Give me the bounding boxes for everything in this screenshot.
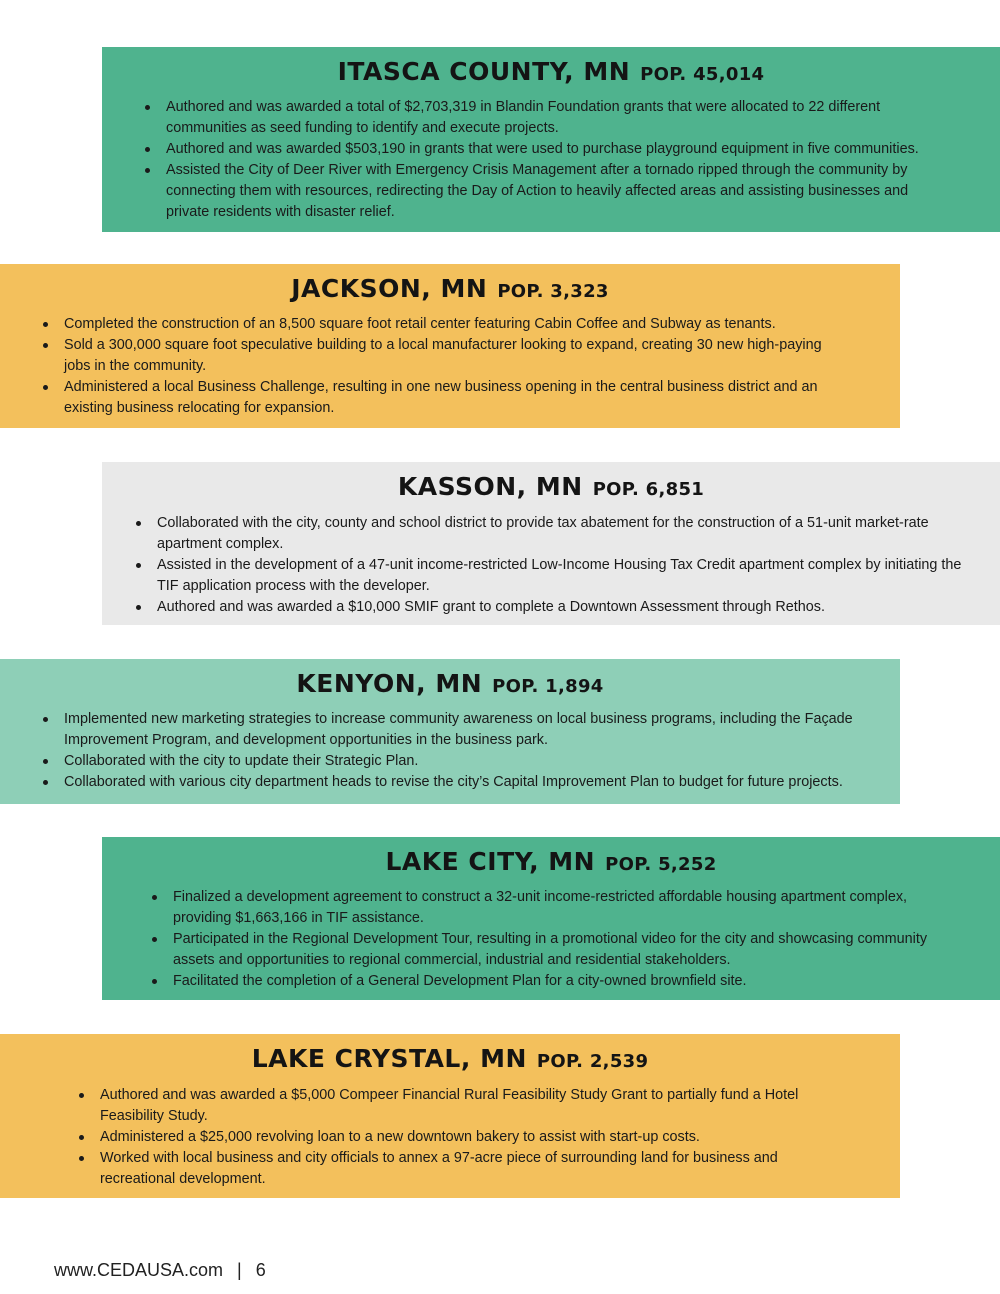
list-item: Authored and was awarded $503,190 in grants that were used to purchase playground equipment in five communities. [144, 139, 944, 160]
footer-separator: | [237, 1260, 242, 1280]
section-title: ITASCA COUNTY, MN [337, 57, 631, 86]
bullet-list [135, 513, 965, 618]
section-title: KENYON, MN [296, 669, 483, 698]
list-item: Participated in the Regional Development Tour, resulting in a promotional video for the city and showcasing community assets and opportunities to regional commercial, industrial and residential stakeholders. [151, 929, 951, 971]
section-heading [102, 847, 1000, 876]
section-kenyon [0, 659, 900, 804]
section-title: KASSON, MN [397, 472, 583, 501]
list-item: Collaborated with various city department heads to revise the city’s Capital Improvement Plan to budget for future projects. [42, 772, 862, 793]
section-title: JACKSON, MN [291, 274, 488, 303]
list-item: Collaborated with the city to update their Strategic Plan. [42, 751, 862, 772]
list-item: Completed the construction of an 8,500 square foot retail center featuring Cabin Coffee and Subway as tenants. [42, 314, 842, 335]
section-heading [0, 1044, 900, 1073]
bullet-list [144, 97, 944, 223]
section-lake-city [102, 837, 1000, 1000]
list-item: Administered a local Business Challenge, resulting in one new business opening in the central business district and an existing business relocating for expansion. [42, 377, 842, 419]
list-item: Authored and was awarded a $5,000 Compeer Financial Rural Feasibility Study Grant to partially fund a Hotel Feasibility Study. [78, 1085, 838, 1127]
bullet-list [42, 709, 862, 793]
list-item: Assisted in the development of a 47-unit income-restricted Low-Income Housing Tax Credit apartment complex by initiating the TIF application process with the developer. [135, 555, 965, 597]
list-item: Assisted the City of Deer River with Emergency Crisis Management after a tornado ripped through the community by connecting them with resources, redirecting the Day of Action to heavily affected areas and assisting businesses and private residents with disaster relief. [144, 160, 944, 223]
list-item: Facilitated the completion of a General Development Plan for a city-owned brownfield site. [151, 971, 951, 992]
page-number: 6 [255, 1260, 266, 1280]
section-jackson [0, 264, 900, 428]
list-item: Collaborated with the city, county and school district to provide tax abatement for the construction of a 51-unit market-rate apartment complex. [135, 513, 965, 555]
section-heading [0, 274, 900, 303]
section-population: POP. 45,014 [640, 64, 765, 85]
section-title: LAKE CITY, MN [385, 847, 596, 876]
section-kasson [102, 462, 1000, 625]
list-item: Authored and was awarded a total of $2,703,319 in Blandin Foundation grants that were allocated to 22 different communities as seed funding to identify and execute projects. [144, 97, 944, 139]
section-heading [0, 669, 900, 698]
section-population: POP. 3,323 [497, 281, 609, 302]
section-population: POP. 6,851 [592, 479, 705, 500]
section-population: POP. 1,894 [492, 676, 604, 697]
website-link[interactable]: www.CEDAUSA.com [54, 1260, 224, 1280]
section-lake-crystal [0, 1034, 900, 1198]
section-title: LAKE CRYSTAL, MN [251, 1044, 527, 1073]
list-item: Authored and was awarded a $10,000 SMIF grant to complete a Downtown Assessment through Rethos. [135, 597, 965, 618]
bullet-list [78, 1085, 838, 1190]
list-item: Administered a $25,000 revolving loan to a new downtown bakery to assist with start-up costs. [78, 1127, 838, 1148]
section-population: POP. 5,252 [605, 854, 717, 875]
list-item: Worked with local business and city officials to annex a 97-acre piece of surrounding land for business and recreational development. [78, 1148, 838, 1190]
bullet-list [151, 887, 951, 992]
section-heading [102, 472, 1000, 501]
section-population: POP. 2,539 [536, 1051, 649, 1072]
list-item: Sold a 300,000 square foot speculative building to a local manufacturer looking to expand, creating 30 new high-paying jobs in the community. [42, 335, 842, 377]
list-item: Implemented new marketing strategies to increase community awareness on local business programs, including the Façade Improvement Program, and development opportunities in the business park. [42, 709, 862, 751]
bullet-list [42, 314, 842, 419]
list-item: Finalized a development agreement to construct a 32-unit income-restricted affordable housing apartment complex, providing $1,663,166 in TIF assistance. [151, 887, 951, 929]
page-footer [54, 1260, 266, 1281]
section-itasca-county [102, 47, 1000, 232]
